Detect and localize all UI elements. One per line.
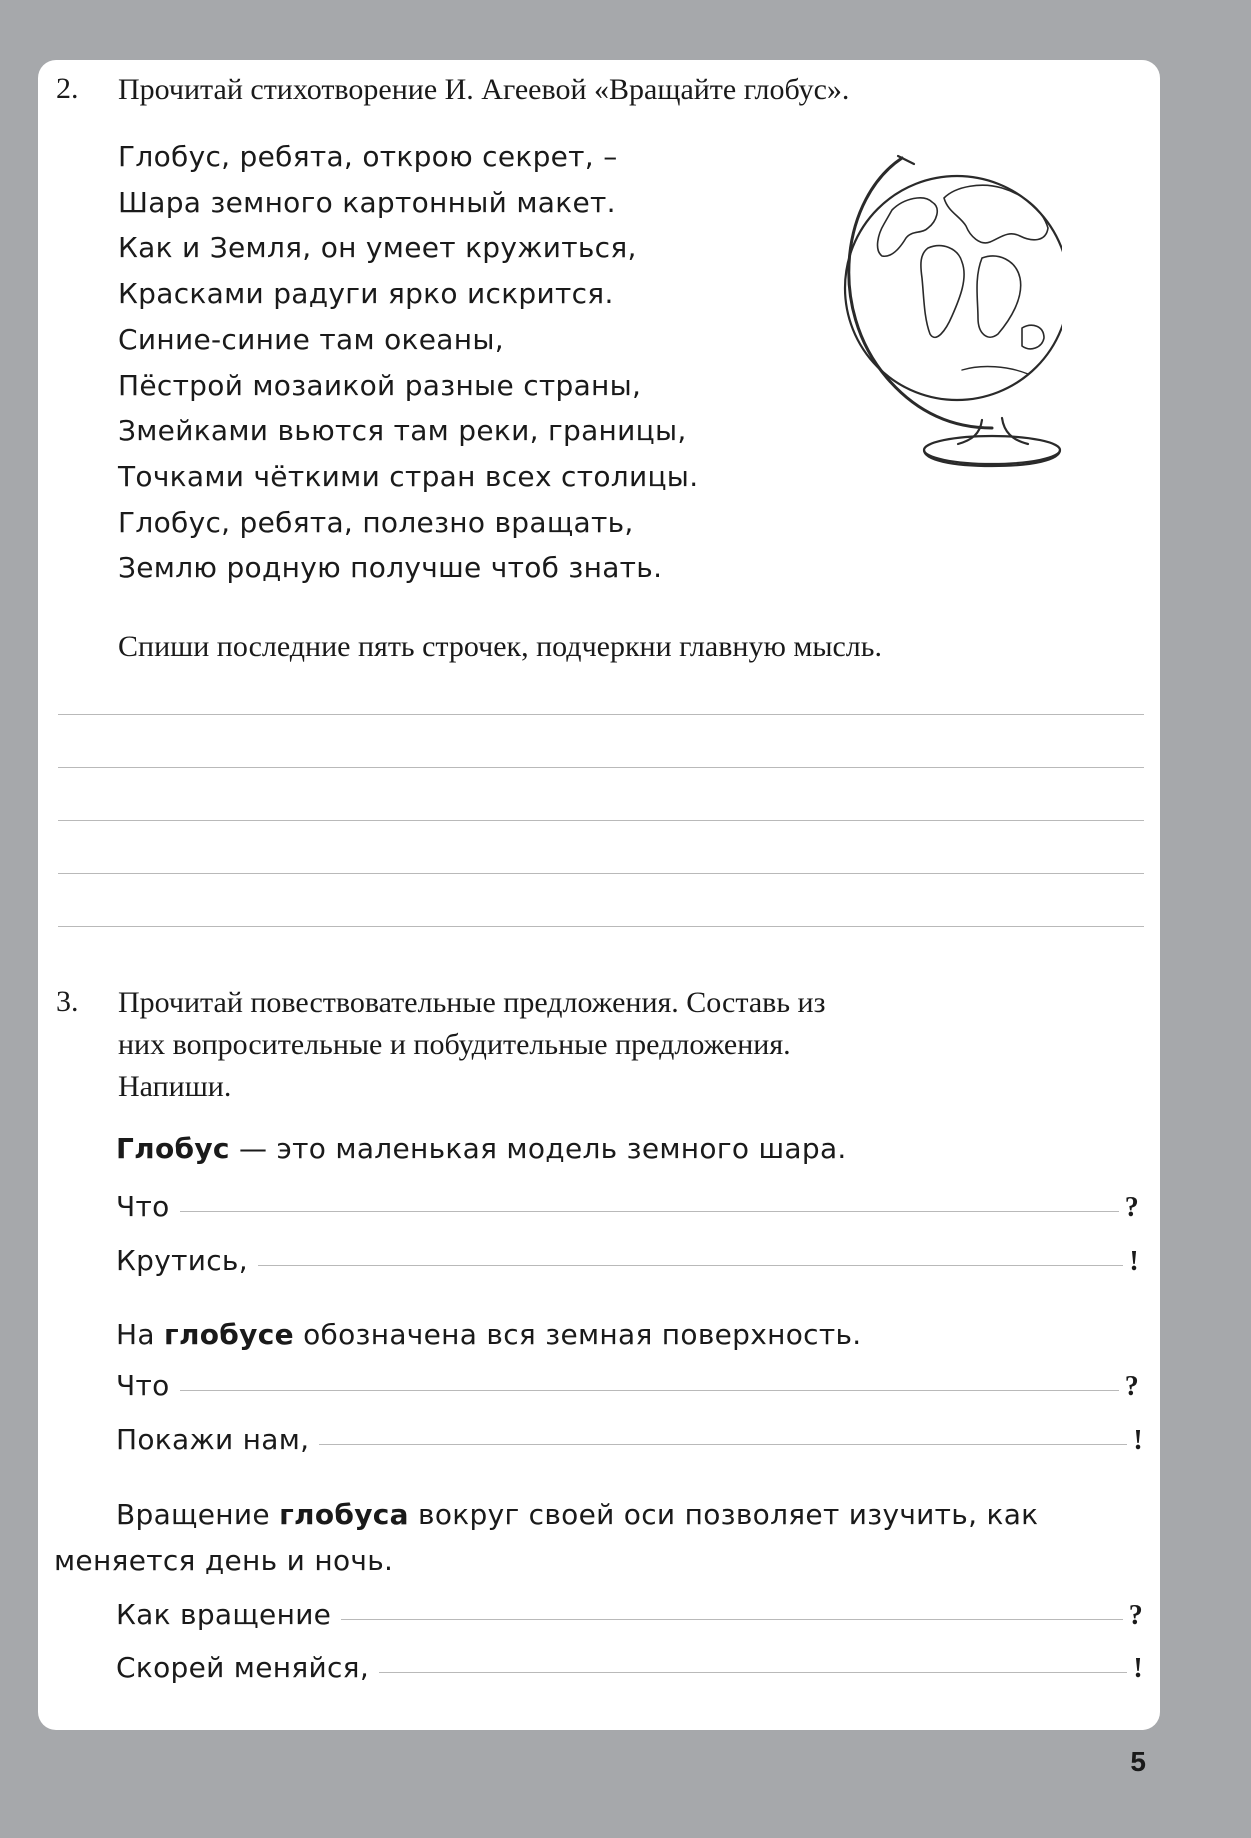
poem-line: Змейками вьются там реки, границы, bbox=[118, 414, 687, 448]
answer-prompt: Покажи нам, bbox=[116, 1423, 310, 1456]
sentence-2: На глобусе обозначена вся земная поверхность. bbox=[116, 1318, 862, 1351]
task-3-instruction-line: Прочитай повествовательные предложения. Составь из bbox=[118, 986, 826, 1019]
answer-row-imperative bbox=[116, 1244, 1139, 1278]
globe-illustration bbox=[832, 138, 1062, 468]
writing-line[interactable] bbox=[58, 926, 1144, 927]
sentence-3-continuation: меняется день и ночь. bbox=[54, 1544, 394, 1577]
poem-line: Пёстрой мозаикой разные страны, bbox=[118, 368, 642, 402]
task-3-number: 3. bbox=[56, 985, 79, 1018]
answer-prompt: Что bbox=[116, 1369, 170, 1402]
poem-line: Шара земного картонный макет. bbox=[118, 185, 616, 219]
task-2-instruction: Прочитай стихотворение И. Агеевой «Вращайте глобус». bbox=[118, 73, 850, 106]
writing-line[interactable] bbox=[58, 820, 1144, 821]
answer-row-question bbox=[116, 1598, 1143, 1632]
poem-line: Красками радуги ярко искрится. bbox=[118, 277, 614, 311]
end-punctuation: ! bbox=[1129, 1246, 1139, 1277]
poem-line: Точками чёткими стран всех столицы. bbox=[118, 459, 699, 493]
answer-row-question bbox=[116, 1190, 1139, 1224]
poem-line: Глобус, ребята, полезно вращать, bbox=[118, 505, 634, 539]
poem bbox=[118, 134, 698, 591]
task-2-number: 2. bbox=[56, 72, 79, 105]
answer-row-imperative bbox=[116, 1423, 1143, 1457]
answer-prompt: Как вращение bbox=[116, 1598, 332, 1631]
task-3-instruction-line: Напиши. bbox=[118, 1070, 232, 1103]
writing-line[interactable] bbox=[58, 714, 1144, 715]
copy-task-instruction: Спиши последние пять строчек, подчеркни главную мысль. bbox=[118, 630, 882, 663]
end-punctuation: ? bbox=[1124, 1371, 1139, 1402]
end-punctuation: ? bbox=[1124, 1192, 1139, 1223]
poem-line: Землю родную получше чтоб знать. bbox=[118, 551, 663, 585]
answer-line[interactable] bbox=[319, 1444, 1127, 1445]
answer-prompt: Крутись, bbox=[116, 1244, 248, 1277]
writing-line[interactable] bbox=[58, 767, 1144, 768]
task-3-instruction-line: них вопросительные и побудительные предложения. bbox=[118, 1028, 791, 1061]
end-punctuation: ! bbox=[1133, 1425, 1143, 1456]
answer-prompt: Скорей меняйся, bbox=[116, 1651, 370, 1684]
keyword: глобусе bbox=[164, 1318, 294, 1351]
keyword: глобуса bbox=[279, 1498, 409, 1531]
poem-line: Синие-синие там океаны, bbox=[118, 322, 504, 356]
sentence-1: Глобус — это маленькая модель земного шара. bbox=[116, 1132, 847, 1165]
poem-line: Глобус, ребята, открою секрет, – bbox=[118, 140, 618, 173]
sentence-3: Вращение глобуса вокруг своей оси позволяет изучить, как bbox=[116, 1498, 1039, 1531]
page-number: 5 bbox=[1130, 1746, 1146, 1777]
answer-line[interactable] bbox=[180, 1390, 1119, 1391]
answer-line[interactable] bbox=[180, 1211, 1119, 1212]
poem-line: Как и Земля, он умеет кружиться, bbox=[118, 231, 637, 265]
answer-prompt: Что bbox=[116, 1190, 170, 1223]
answer-line[interactable] bbox=[379, 1672, 1127, 1673]
answer-line[interactable] bbox=[341, 1619, 1122, 1620]
answer-row-imperative bbox=[116, 1651, 1143, 1685]
keyword: Глобус bbox=[116, 1132, 230, 1165]
writing-line[interactable] bbox=[58, 873, 1144, 874]
end-punctuation: ! bbox=[1133, 1653, 1143, 1684]
end-punctuation: ? bbox=[1128, 1600, 1143, 1631]
answer-line[interactable] bbox=[258, 1265, 1123, 1266]
answer-row-question bbox=[116, 1369, 1139, 1403]
